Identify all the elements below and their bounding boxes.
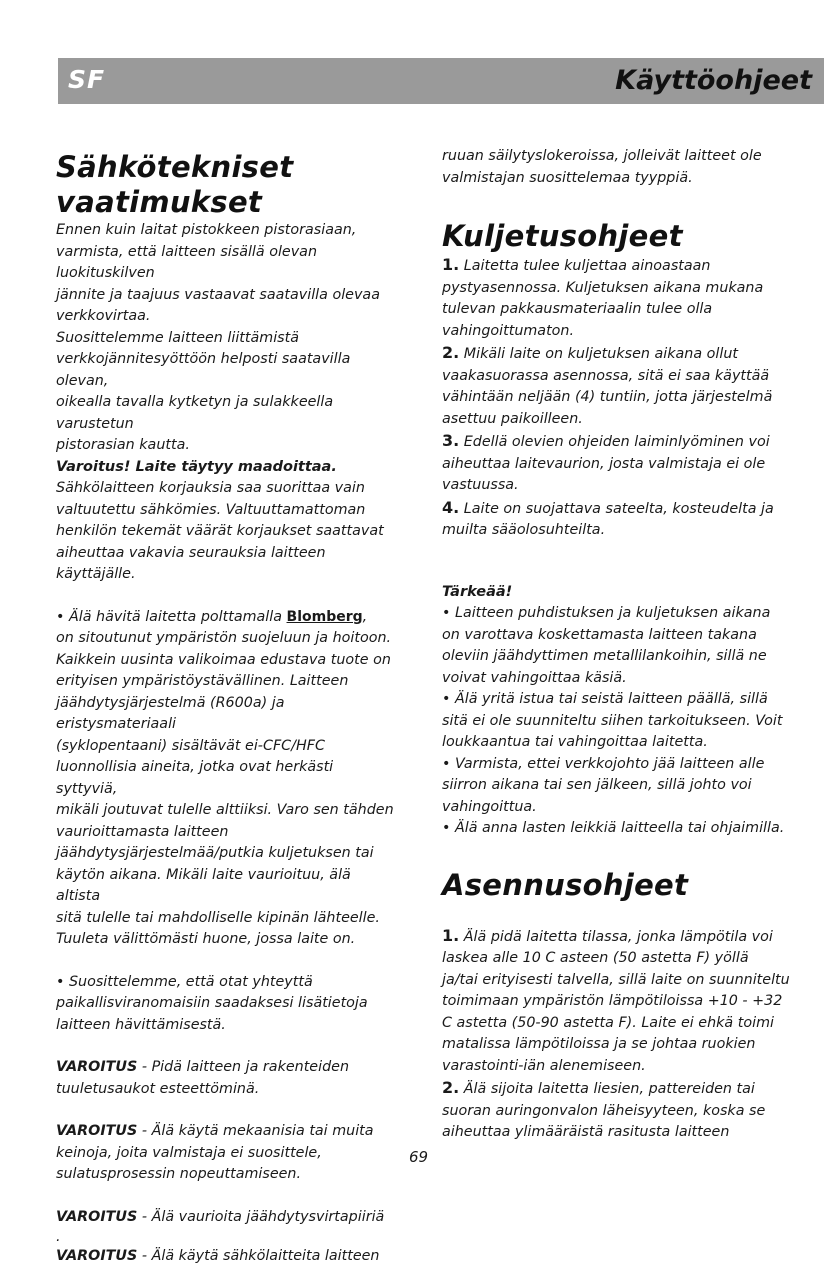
transport-item-3: 3. Edellä olevien ohjeiden laiminlyöminen voi aiheuttaa laitevaurion, josta valmistaja ei ole vastuussa. bbox=[442, 431, 770, 493]
authority-paragraph: • Suosittelemme, että otat yhteyttä paikallisviranomaisiin saadaksesi lisätietoja laitteen hävittämisestä. bbox=[56, 973, 368, 1033]
warning-4: VAROITUS - Älä käytä sähkölaitteita laitteen bbox=[56, 1248, 380, 1264]
title-line-2: vaatimukset bbox=[56, 185, 263, 219]
electrical-paragraph: Ennen kuin laitat pistokkeen pistorasiaan, varmista, että laitteen sisällä olevan luokituskilven jännite ja taajuus vastaavat saatavilla olevaa verkkovirtaa. Suosittelemme laitteen liittämistä verkkojännitesyöttöön helposti saatavilla olevan, oikealla tavalla kytketyn ja sulakkeella varustetun pistorasian kautta. bbox=[56, 222, 380, 453]
install-item-1: 1. Älä pidä laitetta tilassa, jonka lämpötila voi laskea alle 10 C asteen (50 astetta F) yöllä ja/tai erityisesti talvella, sillä laite on suunniteltu toimimaan ympäristön lämpötiloissa +10 - +32 C astetta (50-90 astetta F). Laite ei ehkä toimi matalissa lämpötiloissa ja se johtaa ruokien varastointi-iän alenemiseen. bbox=[442, 925, 790, 1074]
important-list: • Laitteen puhdistuksen ja kuljetuksen aikana on varottava koskettamasta laitteen takana oleviin jäähdyttimen metallilankoihin, sillä ne voivat vahingoittaa käsiä. • Älä yritä istua tai seistä laitteen päällä, sillä sitä ei ole suunniteltu siihen tarkoitukseen. Voit loukkaantua tai vahingoittaa laitetta. • Varmista, ettei verkkojohto jää laitteen alle siirron aikana tai sen jälkeen, sillä johto voi vahingoittua. • Älä anna lasten leikkiä laitteella tai ohjaimilla. bbox=[442, 605, 785, 836]
section-title-installation: Asennusohjeet bbox=[442, 867, 689, 902]
intro-paragraph: ruuan säilytyslokeroissa, jolleivät laitteet ole valmistajan suosittelemaa tyyppiä. bbox=[442, 148, 762, 186]
important-title: Tärkeää! bbox=[442, 583, 513, 600]
warning-label: VAROITUS bbox=[56, 1208, 138, 1225]
section-title-electrical bbox=[56, 150, 396, 220]
brand-logo: Blomberg bbox=[286, 608, 363, 625]
title-line-1: Sähkötekniset bbox=[56, 150, 294, 184]
transport-item-4: 4. Laite on suojattava sateelta, kosteudelta ja muilta sääolosuhteilta. bbox=[442, 497, 774, 538]
page-header-bar bbox=[58, 58, 824, 104]
repair-paragraph: Sähkölaitteen korjauksia saa suorittaa vain valtuutettu sähkömies. Valtuuttamattoman henkilön tekemät väärät korjaukset saattavat aiheuttaa vakavia seurauksia laitteen käyttäjälle. bbox=[56, 480, 384, 582]
transport-item-2: 2. Mikäli laite on kuljetuksen aikana ollut vaakasuorassa asennossa, sitä ei saa käyttää vähintään neljään (4) tuntiin, jotta järjestelmä asettuu paikoilleen. bbox=[442, 343, 773, 427]
language-code: SF bbox=[68, 65, 106, 94]
warning-3: VAROITUS - Älä vaurioita jäähdytysvirtapiiriä bbox=[56, 1208, 385, 1225]
warning-1: VAROITUS - Pidä laitteen ja rakenteiden tuuletusaukot esteettöminä. bbox=[56, 1059, 350, 1097]
right-column bbox=[442, 146, 794, 1144]
left-column bbox=[56, 150, 396, 1268]
warning-2: VAROITUS - Älä käytä mekaanisia tai muita keinoja, joita valmistaja ei suosittele, sulatusprosessin nopeuttamiseen. bbox=[56, 1123, 374, 1182]
warning-label: VAROITUS bbox=[56, 1059, 138, 1075]
disposal-paragraph: • Älä hävitä laitetta polttamalla Blomberg, on sitoutunut ympäristön suojeluun ja hoitoon. Kaikkein uusinta valikoimaa edustava tuote on erityisen ympäristöystävällinen. Laitteen jäähdytysjärjestelmä (R600a) ja eristysmateriaali (syklopentaani) sisältävät ei-CFC/HFC luonnollisia aineita, jotka ovat herkästi syttyviä, mikäli joutuvat tulelle alttiiksi. Varo sen tähden vaurioittamasta laitteen jäähdytysjärjestelmää/putkia kuljetuksen tai käytön aikana. Mikäli laite vaurioituu, älä altista sitä tulelle tai mahdolliselle kipinän lähteelle. Tuuleta välittömästi huone, jossa laite on. bbox=[56, 608, 394, 947]
warning-label: VAROITUS bbox=[56, 1248, 138, 1264]
page-number: 69 bbox=[408, 1148, 429, 1166]
stray-dot: . bbox=[56, 1229, 61, 1245]
install-item-2: 2. Älä sijoita laitetta liesien, pattereiden tai suoran auringonvalon läheisyyteen, koska se aiheuttaa ylimääräistä rasitusta laitteen bbox=[442, 1078, 766, 1140]
transport-item-1: 1. Laitetta tulee kuljettaa ainoastaan pystyasennossa. Kuljetuksen aikana mukana tulevan pakkausmateriaalin tulee olla vahingoittumaton. bbox=[442, 255, 764, 339]
section-title-transport: Kuljetusohjeet bbox=[442, 219, 683, 253]
header-title: Käyttöohjeet bbox=[615, 65, 812, 96]
warning-label: VAROITUS bbox=[56, 1123, 138, 1139]
ground-warning: Varoitus! Laite täytyy maadoittaa. bbox=[56, 458, 337, 475]
